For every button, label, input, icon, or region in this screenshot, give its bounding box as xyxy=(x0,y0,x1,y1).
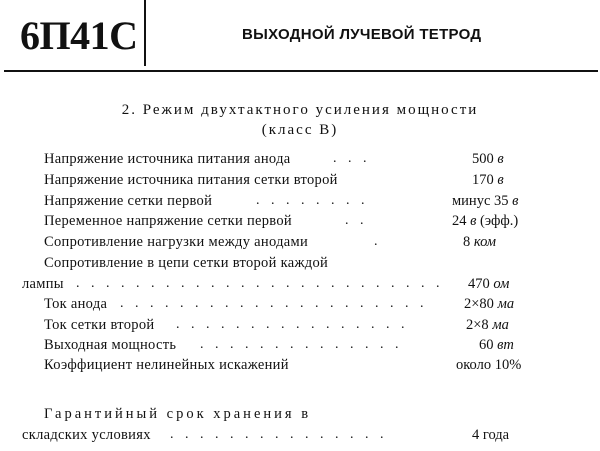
section-subtitle: (класс В) xyxy=(261,122,339,138)
param-value: 500 в xyxy=(472,151,504,167)
param-label: Выходная мощность xyxy=(44,337,177,353)
param-label: Напряжение источника питания сетки второй xyxy=(44,172,338,188)
leader-dots: . . . . . . . . . . . . . . . . xyxy=(176,317,409,332)
leader-dots: . . . . . . . . xyxy=(256,193,369,208)
header-divider xyxy=(144,0,146,66)
leader-dots: . . . . . . . . . . . . . . . . . . . . . . . . . xyxy=(76,276,444,291)
header-rule xyxy=(4,70,598,72)
param-value: 2×80 ма xyxy=(464,296,515,312)
param-label: Ток анода xyxy=(44,296,108,312)
param-value: около 10% xyxy=(456,357,522,373)
header-title: ВЫХОДНОЙ ЛУЧЕВОЙ ТЕТРОД xyxy=(242,26,482,43)
guarantee-value: 4 года xyxy=(472,427,510,443)
leader-dots: . . . . . . . . . . . . . . . xyxy=(170,427,388,442)
param-label: Напряжение сетки первой xyxy=(44,193,213,209)
param-label: Напряжение источника питания анода xyxy=(44,151,291,167)
param-value: 470 ом xyxy=(468,276,510,292)
guarantee-label: Гарантийный срок хранения в xyxy=(44,406,312,422)
param-value: 8 ком xyxy=(463,234,497,250)
tube-code: 6П41С xyxy=(20,13,138,58)
param-label: лампы xyxy=(22,276,64,292)
param-value: 170 в xyxy=(472,172,504,188)
leader-dots: . . . xyxy=(333,151,371,166)
guarantee-label-cont: складских условиях xyxy=(22,427,151,443)
param-label: Сопротивление в цепи сетки второй каждой xyxy=(44,255,329,271)
param-label: Ток сетки второй xyxy=(44,317,155,333)
leader-dots: . . xyxy=(345,213,368,228)
param-label: Сопротивление нагрузки между анодами xyxy=(44,234,309,250)
param-value: 60 вт xyxy=(479,337,514,353)
param-value: 2×8 ма xyxy=(466,317,509,333)
param-label: Переменное напряжение сетки первой xyxy=(44,213,292,229)
section-title: 2. Режим двухтактного усиления мощности xyxy=(121,102,479,118)
leader-dots: . . . . . . . . . . . . . . xyxy=(200,337,403,352)
param-value: 24 в (эфф.) xyxy=(452,213,519,229)
leader-dots: . . . . . . . . . . . . . . . . . . . . . xyxy=(120,296,428,311)
leader-dots: . xyxy=(374,234,382,249)
param-label: Коэффициент нелинейных искажений xyxy=(44,357,289,373)
param-value: минус 35 в xyxy=(452,193,519,209)
